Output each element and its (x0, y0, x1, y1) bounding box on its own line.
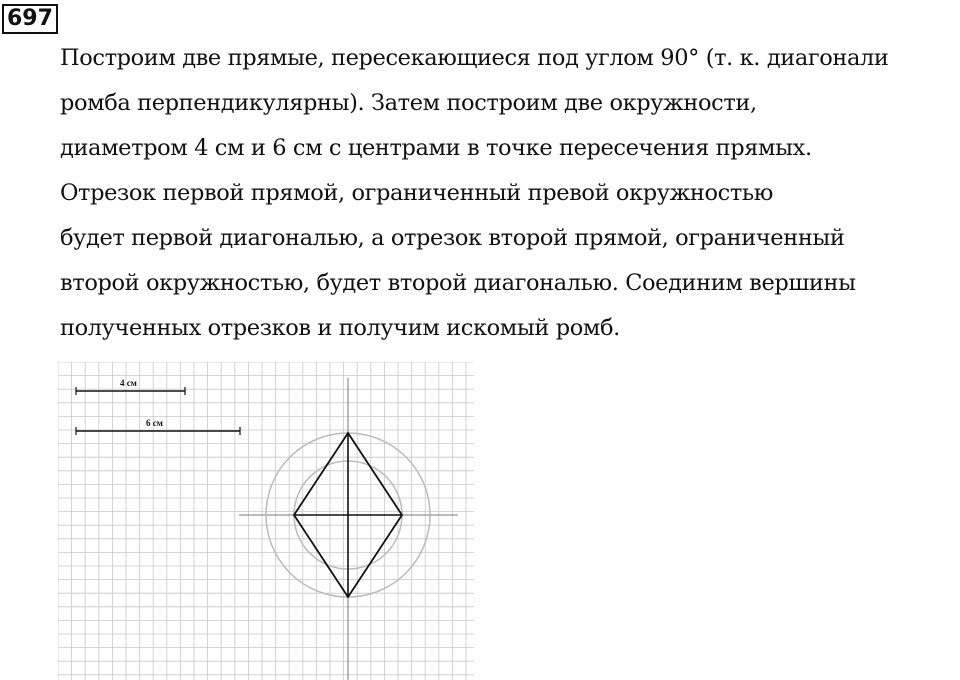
solution-line: Отрезок первой прямой, ограниченный превой окружностью (60, 180, 773, 206)
solution-text (60, 45, 955, 360)
solution-line: диаметром 4 см и 6 см с центрами в точке пересечения прямых. (60, 135, 812, 161)
solution-line: Построим две прямые, пересекающиеся под углом 90° (т. к. диагонали (60, 45, 889, 71)
construction-drawing (58, 362, 474, 680)
solution-line: второй окружностью, будет второй диагональю. Соединим вершины (60, 270, 856, 296)
solution-line: полученных отрезков и получим искомый ромб. (60, 315, 620, 341)
problem-number: 697 (2, 4, 58, 34)
solution-line: будет первой диагональю, а отрезок второй прямой, ограниченный (60, 225, 845, 251)
solution-line: ромба перпендикулярны). Затем построим две окружности, (60, 90, 757, 116)
scale-label-4cm: 4 см (120, 378, 137, 388)
rhombus-construction-figure (58, 362, 474, 680)
scale-label-6cm: 6 см (146, 418, 163, 428)
